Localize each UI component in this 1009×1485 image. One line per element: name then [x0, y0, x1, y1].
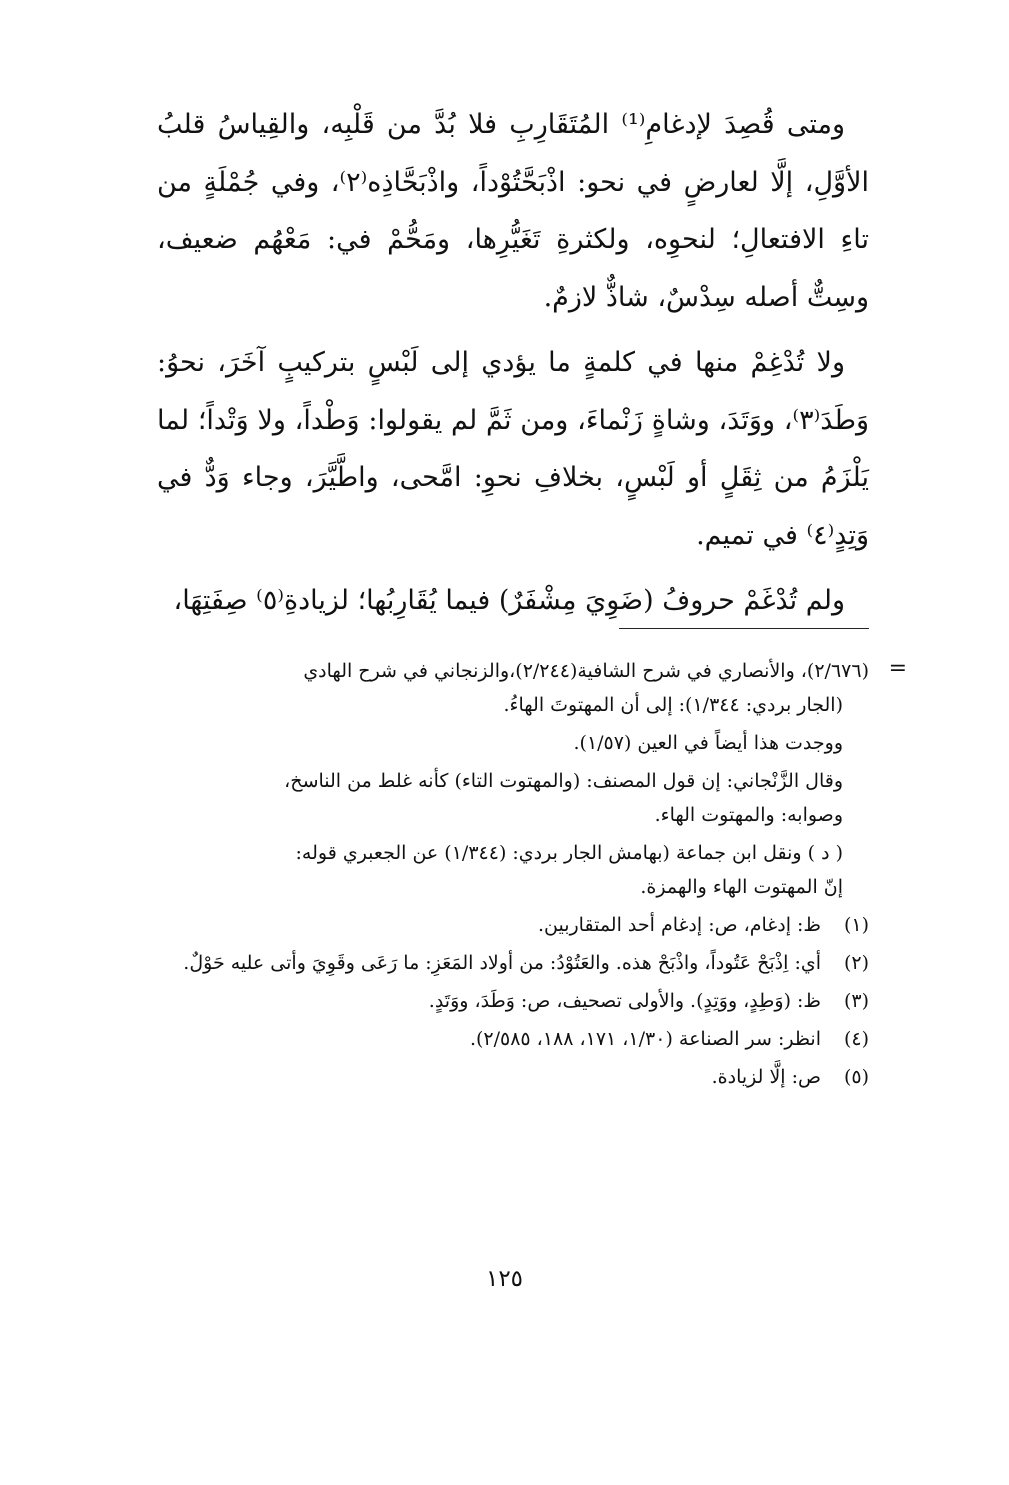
footnote-text: انظر: سر الصناعة (١/٣٠، ١٧١، ١٨٨، ٢/٥٨٥).	[469, 1028, 821, 1050]
continuation-line: إنّ المهتوت الهاء والهمزة.	[640, 876, 843, 898]
footnote-number: (٥)	[843, 1066, 869, 1088]
footnote-text: أي: اِذْبَحْ عَتُوداً، واذْبَحْ هذه. والعَتُوْدُ: من أولاد المَعَزِ: ما رَعَى وقَوِيَ وأتى عليه حَوْلٌ.	[183, 952, 821, 974]
footnote-number: (١)	[843, 914, 869, 936]
continuation-line: ووجدت هذا أيضاً في العين (١/٥٧).	[573, 732, 843, 754]
continuation-line: (الجار بردي: ١/٣٤٤): إلى أن المهتوتَ الهاءُ.	[503, 694, 843, 716]
footnote-text: ظ: إدغام، ص: إدغام أحد المتقاربين.	[537, 914, 821, 936]
continuation-line: وقال الزَّنْجاني: إن قول المصنف: (والمهتوت التاء) كأنه غلط من الناسخ،	[284, 770, 843, 792]
main-text	[157, 96, 869, 630]
footnote-text: ظ: (وَطِدٍ، ووَتِدٍ). والأولى تصحيف، ص: وَطَدَ، ووَتَدٍ.	[428, 990, 821, 1012]
continuation-line: ( د ) ونقل ابن جماعة (بهامش الجار بردي: (١/٣٤٤) عن الجعبري قوله:	[295, 842, 843, 864]
footnote-number: (٤)	[843, 1028, 869, 1050]
footnote-item	[153, 984, 891, 1018]
paragraph-3: ولم تُدْغَمْ حروفُ (ضَوِيَ مِشْفَرٌ) فيما يُقَارِبُها؛ لزيادةِ⁽٥⁾ صِفَتِهَا،	[173, 585, 845, 616]
page-number: ١٢٥	[485, 1266, 524, 1292]
paragraph-2: ولا تُدْغِمْ منها في كلمةٍ ما يؤدي إلى لَبْسٍ بتركيبٍ آخَرَ، نحوُ: وَطَدَ⁽٣⁾، ووَتَدَ، وشاةٍ زَنْماءَ، ومن ثَمَّ لم يقولوا: وَطْداً، ولا وَتْداً؛ لما يَلْزَمُ من ثِقَلٍ أو لَبْسٍ، بخلافِ نحوِ: امَّحى، واطَّيَّرَ، وجاء وَدٌّ في وَتِدٍ⁽٤⁾ في تميم.	[157, 347, 869, 551]
footnote-number: (٢)	[843, 952, 869, 974]
continuation-line: (٢/٦٧٦)، والأنصاري في شرح الشافية(٢/٢٤٤)،والزنجاني في شرح الهادي	[303, 660, 869, 682]
footnote-item	[153, 908, 891, 942]
continuation-line: وصوابه: والمهتوت الهاء.	[654, 804, 843, 826]
paragraph-1: ومتى قُصِدَ لإدغامِ⁽¹⁾ المُتَقَارِبِ فلا بُدَّ من قَلْبِه، والقِياسُ قلبُ الأوَّلِ، إلَّا لعارضٍ في نحو: اذْبَحَّتُوْداً، واذْبَحَّاذِه⁽٢⁾، وفي جُمْلَةٍ من تاءِ الافتعالِ؛ لنحوِه، ولكثرةِ تَغَيُّرِها، ومَحُّمْ في: مَعْهُم ضعيف، وسِتٌّ أصله سِدْسٌ، شاذٌّ لازمٌ.	[157, 109, 869, 313]
continuation-mark: =	[888, 656, 907, 681]
footnote-item	[153, 946, 891, 980]
footnote-item	[153, 1060, 891, 1094]
footnote-list	[153, 908, 891, 1094]
footnote-number: (٣)	[843, 990, 869, 1012]
footnote-continuation	[153, 654, 891, 904]
footnote-item	[153, 1022, 891, 1056]
footnote-text: ص: إلَّا لزيادة.	[711, 1066, 821, 1088]
footnotes	[153, 654, 907, 1094]
footnote-separator	[619, 628, 869, 629]
